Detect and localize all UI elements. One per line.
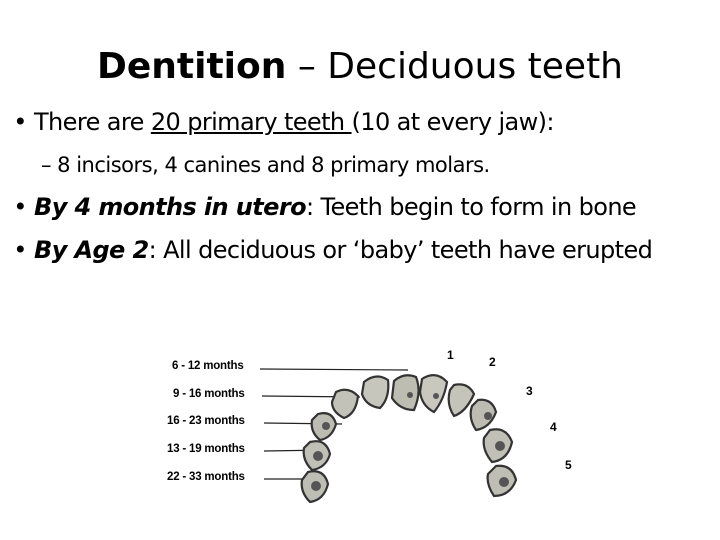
tooth-incisor — [362, 376, 388, 408]
month-label: 16 - 23 months — [167, 415, 245, 427]
bullet2-emphasis: By 4 months in utero — [34, 193, 306, 221]
shade — [433, 393, 439, 399]
bullet-dot: • — [13, 236, 27, 264]
bullet3-emphasis: By Age 2 — [34, 236, 149, 264]
bullet1-underlined: 20 primary teeth — [150, 108, 352, 136]
tooth-canine — [471, 400, 496, 430]
tooth-incisor — [332, 390, 358, 418]
title-bold: Dentition — [97, 46, 287, 87]
dental-arch-diagram — [150, 340, 590, 510]
bullet2-rest: : Teeth begin to form in bone — [305, 193, 637, 221]
tooth-number: 2 — [489, 355, 496, 369]
month-label: 6 - 12 months — [172, 360, 244, 372]
bullet-age-2 — [6, 236, 652, 264]
month-label: 9 - 16 months — [173, 388, 245, 400]
bullet-primary-teeth — [6, 108, 554, 136]
shade — [322, 422, 330, 430]
shade — [499, 477, 509, 487]
tooth-number: 3 — [526, 384, 533, 398]
title-rest: – Deciduous teeth — [286, 46, 623, 87]
shade — [495, 441, 505, 451]
bullet-utero — [6, 193, 636, 221]
tooth-incisor — [420, 375, 447, 412]
leader-line — [260, 369, 408, 370]
tooth-number: 5 — [565, 458, 572, 472]
shade — [484, 412, 492, 420]
tooth-number: 4 — [550, 420, 557, 434]
tooth-number: 1 — [447, 348, 454, 362]
bullet3-rest: : All deciduous or ‘baby’ teeth have erupted — [148, 236, 653, 264]
shade — [407, 392, 413, 398]
bullet-dot: • — [13, 108, 27, 136]
sub-bullet-teeth-types: – 8 incisors, 4 canines and 8 primary molars. — [41, 153, 490, 177]
shade — [313, 451, 323, 461]
month-label: 13 - 19 months — [167, 443, 245, 455]
slide-title — [0, 44, 720, 90]
month-label: 22 - 33 months — [167, 471, 245, 483]
bullet1-prefix: There are — [34, 108, 151, 136]
bullet1-suffix: (10 at every jaw): — [351, 108, 554, 136]
bullet-dot: • — [13, 193, 27, 221]
shade — [311, 481, 321, 491]
tooth-incisor — [392, 375, 419, 410]
